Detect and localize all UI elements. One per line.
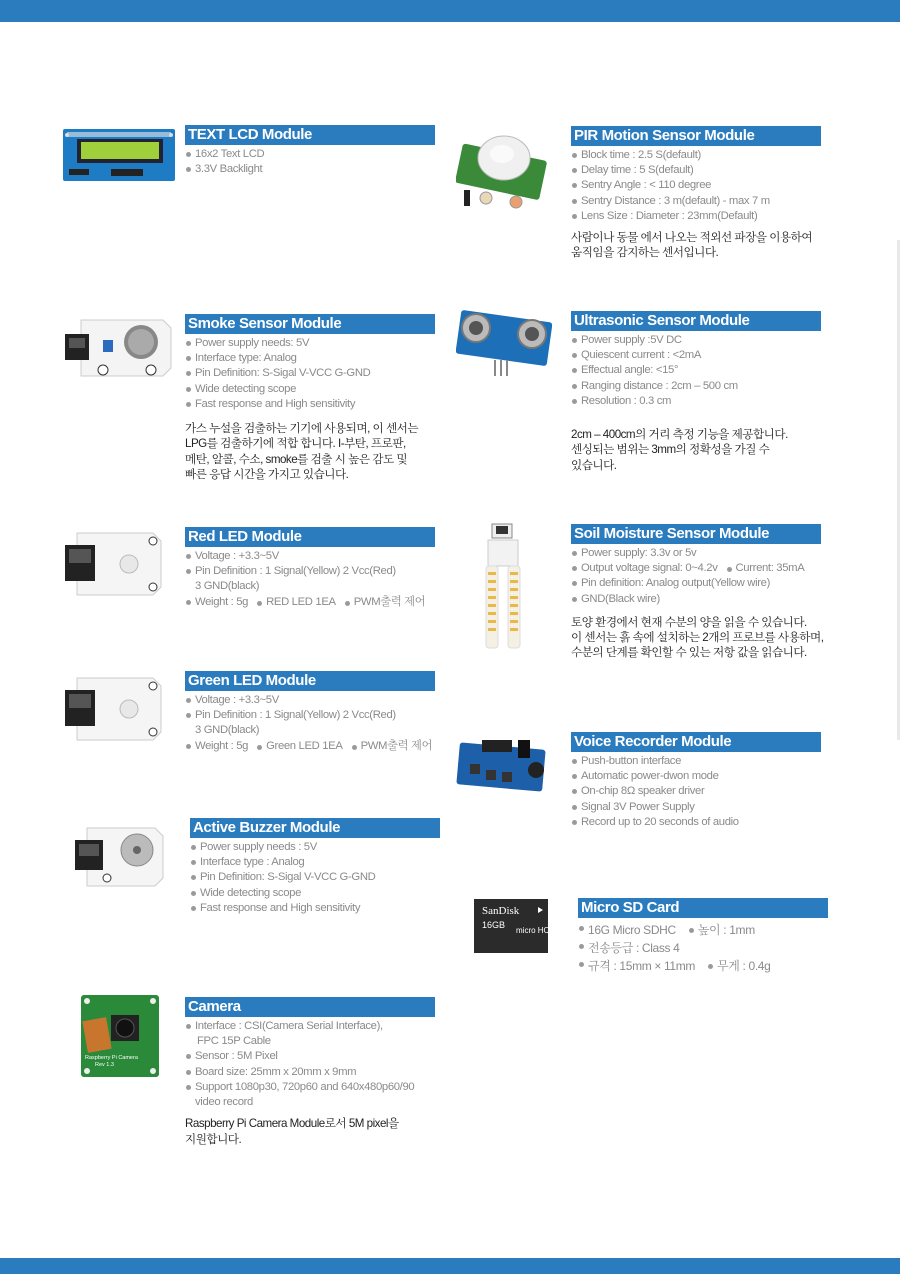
ultrasonic-spec: Ranging distance : 2cm – 500 cm xyxy=(571,379,821,394)
sd-spec-line3: 규격 : 15mm × 11mm 무게 : 0.4g xyxy=(578,957,828,975)
sd-spec-line2: 전송등급 : Class 4 xyxy=(578,939,828,957)
micro-sd-image xyxy=(472,897,550,955)
soil-spec: Power supply: 3.3v or 5v xyxy=(571,546,821,561)
pir-spec: Delay time : 5 S(default) xyxy=(571,163,821,178)
text-lcd-module xyxy=(185,125,435,177)
green-led-spec-last: Weight : 5g Green LED 1EA PWM출력 제어 xyxy=(185,739,435,754)
text-lcd-spec: 3.3V Backlight xyxy=(185,162,435,177)
sd-brand: SanDisk xyxy=(482,905,520,917)
camera-module xyxy=(185,997,435,1147)
camera-description: Raspberry Pi Camera Module로서 5M pixel을 지원합니다. xyxy=(185,1117,399,1146)
soil-sensor-image xyxy=(478,522,530,650)
ultrasonic-sensor-image xyxy=(456,308,552,380)
buzzer-spec: Wide detecting scope xyxy=(190,886,440,901)
smoke-description: 가스 누설을 검출하는 기기에 사용되며, 이 센서는 LPG를 검출하기에 적합 합니다. I-부탄, 프로판, 메탄, 알콜, 수소, smoke를 검출 시 높은 감도 및 빠른 응답 시간을 가지고 있습니다. xyxy=(185,422,419,481)
buzzer-spec: Interface type : Analog xyxy=(190,855,440,870)
camera-title: Camera xyxy=(185,997,435,1017)
green-led-title: Green LED Module xyxy=(185,671,435,691)
ultrasonic-module xyxy=(571,311,821,473)
micro-sd-module xyxy=(578,898,828,975)
smoke-spec: Fast response and High sensitivity xyxy=(185,397,435,412)
voice-spec: Automatic power-dwon mode xyxy=(571,769,821,784)
camera-spec: Board size: 25mm x 20mm x 9mm xyxy=(185,1065,435,1080)
micro-sd-title: Micro SD Card xyxy=(578,898,828,918)
camera-spec-cont: video record xyxy=(195,1096,253,1109)
smoke-title: Smoke Sensor Module xyxy=(185,314,435,334)
smoke-spec: Power supply needs: 5V xyxy=(185,336,435,351)
voice-title: Voice Recorder Module xyxy=(571,732,821,752)
pir-module xyxy=(571,126,821,261)
camera-board-label: Raspberry Pi Camera xyxy=(85,1055,138,1061)
buzzer-module xyxy=(190,818,440,916)
pir-spec: Block time : 2.5 S(default) xyxy=(571,148,821,163)
voice-spec: Record up to 20 seconds of audio xyxy=(571,815,821,830)
ultrasonic-title: Ultrasonic Sensor Module xyxy=(571,311,821,331)
smoke-spec: Pin Definition: S-Sigal V-VCC G-GND xyxy=(185,366,435,381)
red-led-module xyxy=(185,527,435,610)
camera-spec: Sensor : 5M Pixel xyxy=(185,1049,435,1064)
camera-spec-cont: FPC 15P Cable xyxy=(197,1035,271,1048)
ultrasonic-spec: Quiescent current : <2mA xyxy=(571,348,821,363)
sd-spec-line1: 16G Micro SDHC 높이 : 1mm xyxy=(578,921,828,939)
buzzer-spec: Fast response and High sensitivity xyxy=(190,901,440,916)
sd-logo: micro HC xyxy=(516,926,550,935)
soil-spec-line2: Output voltage signal: 0~4.2v Current: 35mA xyxy=(571,561,821,576)
green-led-spec: Voltage : +3.3~5V xyxy=(185,693,435,708)
soil-module xyxy=(571,524,824,661)
bottom-band xyxy=(0,1258,900,1274)
red-led-image xyxy=(63,531,163,597)
top-band xyxy=(0,0,900,22)
pir-spec: Sentry Angle : < 110 degree xyxy=(571,178,821,193)
text-lcd-spec: 16x2 Text LCD xyxy=(185,147,435,162)
soil-spec: GND(Black wire) xyxy=(571,592,821,607)
red-led-spec-last: Weight : 5g RED LED 1EA PWM출력 제어 xyxy=(185,595,435,610)
green-led-image xyxy=(63,676,163,742)
red-led-spec-cont: 3 GND(black) xyxy=(195,580,260,593)
pir-sensor-image xyxy=(456,128,548,212)
soil-title: Soil Moisture Sensor Module xyxy=(571,524,821,544)
green-led-spec: Pin Definition : 1 Signal(Yellow) 2 Vcc(Red) xyxy=(185,708,435,723)
pir-spec: Sentry Distance : 3 m(default) - max 7 m xyxy=(571,194,821,209)
smoke-spec: Interface type: Analog xyxy=(185,351,435,366)
voice-spec: Push-button interface xyxy=(571,754,821,769)
ultrasonic-spec: Resolution : 0.3 cm xyxy=(571,394,821,409)
camera-spec: Support 1080p30, 720p60 and 640x480p60/90 xyxy=(185,1080,435,1095)
buzzer-title: Active Buzzer Module xyxy=(190,818,440,838)
smoke-sensor-image xyxy=(63,318,173,380)
voice-recorder-image xyxy=(456,736,552,792)
red-led-title: Red LED Module xyxy=(185,527,435,547)
pir-spec: Lens Size : Diameter : 23mm(Default) xyxy=(571,209,821,224)
smoke-spec: Wide detecting scope xyxy=(185,382,435,397)
pir-description: 사람이나 동물 에서 나오는 적외선 파장을 이용하여 움직임을 감지하는 센서입니다. xyxy=(571,231,813,260)
buzzer-spec: Pin Definition: S-Sigal V-VCC G-GND xyxy=(190,870,440,885)
text-lcd-image xyxy=(63,127,175,183)
text-lcd-title: TEXT LCD Module xyxy=(185,125,435,145)
ultrasonic-description: 2cm – 400cm의 거리 측정 기능을 제공합니다. 센싱되는 범위는 3mm의 정확성을 가질 수 있습니다. xyxy=(571,428,788,472)
soil-description: 토양 환경에서 현재 수분의 양을 읽을 수 있습니다. 이 센서는 흙 속에 설치하는 2개의 프로브를 사용하며, 수분의 단계를 확인할 수 있는 저항 값을 읽습니다. xyxy=(571,615,824,660)
camera-board-rev: Rev 1.3 xyxy=(95,1062,114,1068)
red-led-spec: Pin Definition : 1 Signal(Yellow) 2 Vcc(Red) xyxy=(185,564,435,579)
ultrasonic-spec: Power supply :5V DC xyxy=(571,333,821,348)
smoke-module xyxy=(185,314,435,482)
buzzer-spec: Power supply needs : 5V xyxy=(190,840,440,855)
sd-capacity: 16GB xyxy=(482,920,506,930)
camera-image xyxy=(81,995,159,1077)
voice-spec: Signal 3V Power Supply xyxy=(571,800,821,815)
voice-module xyxy=(571,732,821,830)
soil-spec: Pin definition: Analog output(Yellow wire) xyxy=(571,576,821,591)
green-led-module xyxy=(185,671,435,754)
red-led-spec: Voltage : +3.3~5V xyxy=(185,549,435,564)
camera-spec: Interface : CSI(Camera Serial Interface), xyxy=(185,1019,435,1034)
green-led-spec-cont: 3 GND(black) xyxy=(195,724,260,737)
ultrasonic-spec: Effectual angle: <15° xyxy=(571,363,821,378)
buzzer-image xyxy=(73,826,165,888)
pir-title: PIR Motion Sensor Module xyxy=(571,126,821,146)
voice-spec: On-chip 8Ω speaker driver xyxy=(571,784,821,799)
